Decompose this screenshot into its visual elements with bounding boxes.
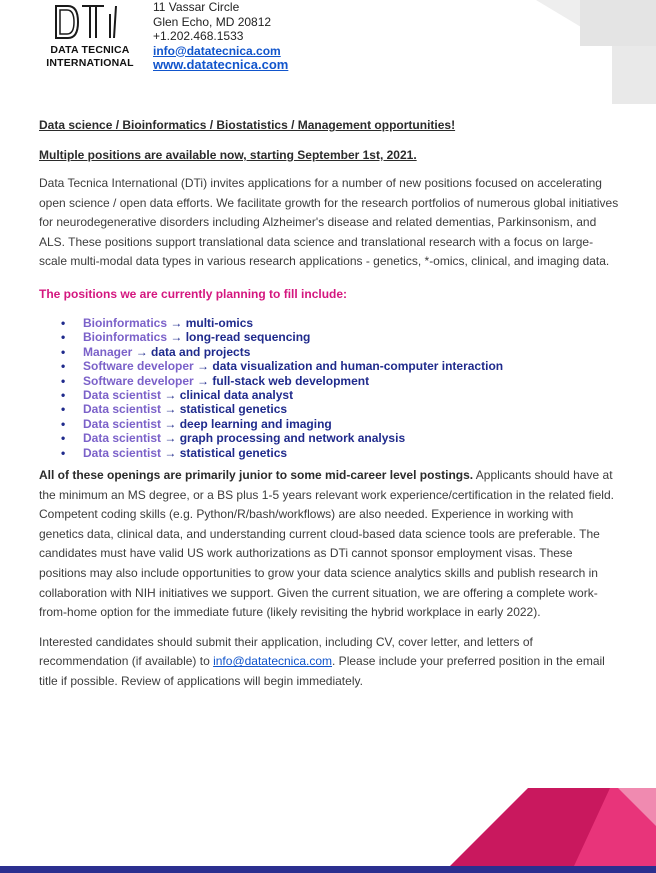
requirements-paragraph — [39, 466, 619, 623]
application-paragraph — [39, 633, 619, 692]
list-item: • Software developer → full-stack web development — [61, 373, 370, 388]
list-item: • Software developer → data visualization and human-computer interaction — [61, 359, 504, 374]
logo-text-line1: DATA TECNICA — [50, 44, 130, 56]
list-item: • Manager → data and projects — [61, 344, 251, 359]
header-email-link[interactable]: info@datatecnica.com — [153, 43, 281, 58]
list-item: • Data scientist → graph processing and network analysis — [61, 431, 406, 446]
list-item: • Data scientist → clinical data analyst — [61, 388, 294, 402]
address-city: Glen Echo, MD 20812 — [153, 14, 272, 29]
header-website-link[interactable]: www.datatecnica.com — [153, 57, 289, 72]
apply-email-link[interactable]: info@datatecnica.com — [213, 654, 333, 669]
dti-logo-mark-icon — [54, 2, 124, 42]
list-item: • Bioinformatics → long-read sequencing — [61, 330, 311, 345]
address-phone: +1.202.468.1533 — [153, 29, 244, 43]
positions-list — [39, 316, 619, 460]
apply-text-pre: Interested candidates should submit their application, including CV, cover letter, and letters of recommendation (if available) to — [39, 634, 533, 669]
letter-body — [39, 118, 619, 692]
requirements-text: Applicants should have at the minimum an MS degree, or a BS plus 1-5 years relevant work experience/certification in the related field. Competent coding skills (e.g. Python/R/bash/workflows) are also needed. Experience in working with genetics data, clinical data, and understanding current cloud-based data science tools are preferable. The candidates must have valid US work authorizations as DTi cannot sponsor employment visas. These positions may also include opportunities to grow your data science analytics skills and publish research in collaboration with NIH initiatives we support. Given the current situation, we are offering a complete work-from-home option for the immediate future (likely revisiting the hybrid workplace in early 2022). — [39, 468, 614, 620]
address-street: 11 Vassar Circle — [153, 0, 240, 14]
company-address — [153, 0, 288, 73]
heading-opportunities: Data science / Bioinformatics / Biostatistics / Management opportunities! — [39, 118, 456, 132]
apply-text-post: . Please include your preferred position in the email title if possible. Review of applications will begin immediately. — [39, 654, 605, 688]
positions-title: The positions we are currently planning to fill include: — [39, 286, 348, 301]
list-item: • Data scientist → deep learning and imaging — [61, 416, 332, 431]
company-logo — [40, 0, 140, 72]
list-item: • Data scientist → statistical genetics — [61, 445, 288, 460]
list-item: • Bioinformatics → multi-omics — [61, 315, 254, 330]
logo-text-line2: INTERNATIONAL — [46, 57, 134, 69]
list-item: • Data scientist → statistical genetics — [61, 402, 288, 417]
letterhead — [0, 0, 656, 100]
requirements-lead: All of these openings are primarily junior to some mid-career level postings. — [39, 468, 474, 483]
intro-paragraph: Data Tecnica International (DTi) invites applications for a number of new positions focused on accelerating open science / open data efforts. We facilitate growth for the research portfolios of numerous global initiatives for neurodegenerative disorders including Alzheimer's disease and related dementias, Parkinsonism, and ALS. These positions support translational data science and translational research with a focus on large-scale multi-modal data types in various research applications - genetics, *-omics, clinical, and imaging data. — [39, 176, 619, 269]
bottom-decoration — [0, 780, 656, 873]
heading-positions-available: Multiple positions are available now, starting September 1st, 2021. — [39, 148, 417, 162]
